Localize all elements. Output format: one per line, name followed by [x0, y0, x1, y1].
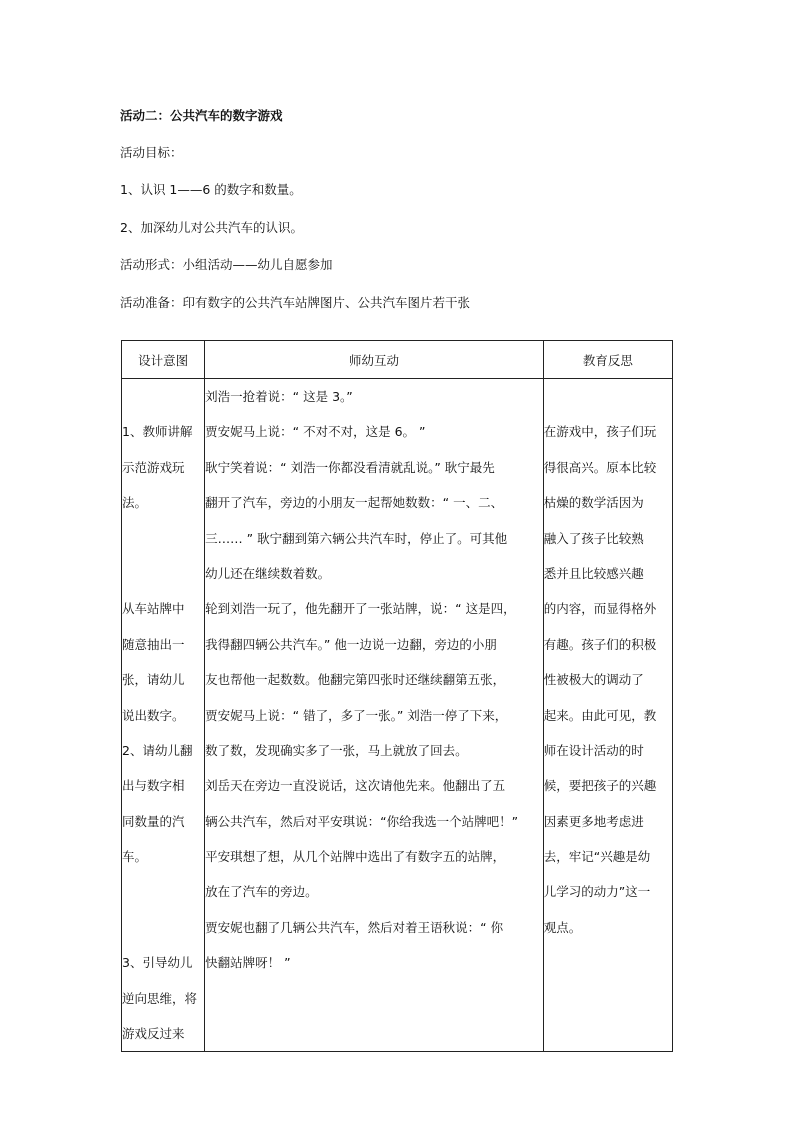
- design-line: [122, 910, 204, 945]
- design-line: 逆向思维，将: [122, 990, 198, 1006]
- interaction-lines: [205, 379, 543, 981]
- interaction-line: 轮到刘浩一玩了，他先翻开了一张站牌，说：“ 这是四，: [205, 601, 516, 617]
- reflection-line: 儿学习的动力”这一: [543, 884, 651, 900]
- reflection-line: 起来。由此可见，教: [543, 707, 657, 723]
- reflection-cell: [543, 379, 672, 1052]
- activity-table: [121, 340, 673, 1052]
- design-line: [122, 874, 204, 909]
- interaction-line: 刘岳天在旁边一直没说话，这次请他先来。他翻出了五: [205, 778, 506, 794]
- interaction-line: 我得翻四辆公共汽车。” 他一边说一边翻，旁边的小朋: [205, 636, 497, 652]
- reflection-line: 悉并且比较感兴趣: [543, 565, 644, 581]
- intro-form: 活动形式：小组活动——幼儿自愿参加: [120, 257, 333, 272]
- design-line: 说出数字。: [122, 707, 185, 723]
- interaction-line: 刘浩一抢着说：“ 这是 3。”: [205, 389, 353, 404]
- reflection-line: 有趣。孩子们的积极: [543, 636, 657, 652]
- design-line: [122, 379, 204, 414]
- interaction-line: 幼儿还在继续数着数。: [205, 565, 331, 581]
- reflection-line: 性被极大的调动了: [543, 672, 644, 688]
- header-interaction: 师幼互动: [205, 341, 544, 379]
- design-line: 3、引导幼儿: [122, 955, 193, 971]
- reflection-line: 去，牢记“兴趣是幼: [543, 849, 651, 865]
- interaction-line: 数了数，发现确实多了一张，马上就放了回去。: [205, 742, 468, 758]
- intro-goal-label: 活动目标：: [120, 145, 183, 160]
- reflection-line: 观点。: [543, 919, 582, 935]
- design-line: 1、教师讲解: [122, 424, 193, 440]
- design-line: 随意抽出一: [122, 636, 185, 652]
- interaction-line: 快翻站牌呀！ ”: [205, 955, 291, 971]
- design-cell: [122, 379, 205, 1052]
- table-body-row: [122, 379, 673, 1052]
- intro-preparation: 活动准备：印有数字的公共汽车站牌图片、公共汽车图片若干张: [120, 295, 471, 310]
- reflection-line: 因素更多地考虑进: [543, 813, 644, 829]
- design-line: 同数量的汽: [122, 813, 185, 829]
- design-line: 游戏反过来: [122, 1026, 185, 1042]
- header-design: 设计意图: [122, 341, 205, 379]
- interaction-line: 友也帮他一起数数。他翻完第四张时还继续翻第五张，: [205, 672, 506, 688]
- intro-goal-1: 1、认识 1——6 的数字和数量。: [120, 182, 302, 197]
- interaction-line: 贾安妮马上说：“ 错了，多了一张。” 刘浩一停了下来，: [205, 707, 508, 723]
- reflection-line: [544, 379, 672, 414]
- design-line: 2、请幼儿翻: [122, 742, 193, 758]
- reflection-line: 融入了孩子比较熟: [543, 530, 644, 546]
- reflection-line: 得很高兴。原本比较: [543, 459, 657, 475]
- interaction-cell: [205, 379, 544, 1052]
- interaction-line: 贾安妮也翻了几辆公共汽车，然后对着王语秋说：“ 你: [205, 919, 504, 935]
- interaction-line: 平安琪想了想，从几个站牌中选出了有数字五的站牌，: [205, 849, 506, 865]
- reflection-line: 枯燥的数学活因为: [543, 495, 644, 511]
- design-line: 从车站牌中: [122, 601, 185, 617]
- interaction-line: 辆公共汽车，然后对平安琪说：“你给我选一个站牌吧！”: [205, 813, 519, 829]
- design-line: 张，请幼儿: [122, 672, 185, 688]
- interaction-line: 贾安妮马上说：“ 不对不对，这是 6。 ”: [205, 424, 426, 440]
- design-line: 出与数字相: [122, 778, 185, 794]
- activity-heading: 活动二：公共汽车的数字游戏: [120, 108, 283, 123]
- design-lines: [122, 379, 204, 1051]
- reflection-line: 在游戏中，孩子们玩: [543, 424, 657, 440]
- interaction-line: 三…… ” 耿宁翻到第六辆公共汽车时，停止了。可其他: [205, 530, 508, 546]
- reflection-line: 候，要把孩子的兴趣: [543, 778, 657, 794]
- intro-goal-2: 2、加深幼儿对公共汽车的认识。: [120, 220, 303, 235]
- design-line: 示范游戏玩: [122, 459, 185, 475]
- header-reflection: 教育反思: [543, 341, 672, 379]
- interaction-line: 放在了汽车的旁边。: [205, 884, 318, 900]
- table-header-row: [122, 341, 673, 379]
- reflection-line: 的内容，而显得格外: [543, 601, 657, 617]
- design-line: [122, 556, 204, 591]
- reflection-lines: [544, 379, 672, 945]
- reflection-line: 师在设计活动的时: [543, 742, 644, 758]
- design-line: [122, 521, 204, 556]
- design-line: 车。: [122, 849, 148, 865]
- interaction-line: 耿宁笑着说：“ 刘浩一你都没看清就乱说。” 耿宁最先: [205, 459, 495, 475]
- design-line: 法。: [122, 495, 148, 511]
- interaction-line: 翻开了汽车，旁边的小朋友一起帮她数数：“ 一、二、: [205, 495, 504, 511]
